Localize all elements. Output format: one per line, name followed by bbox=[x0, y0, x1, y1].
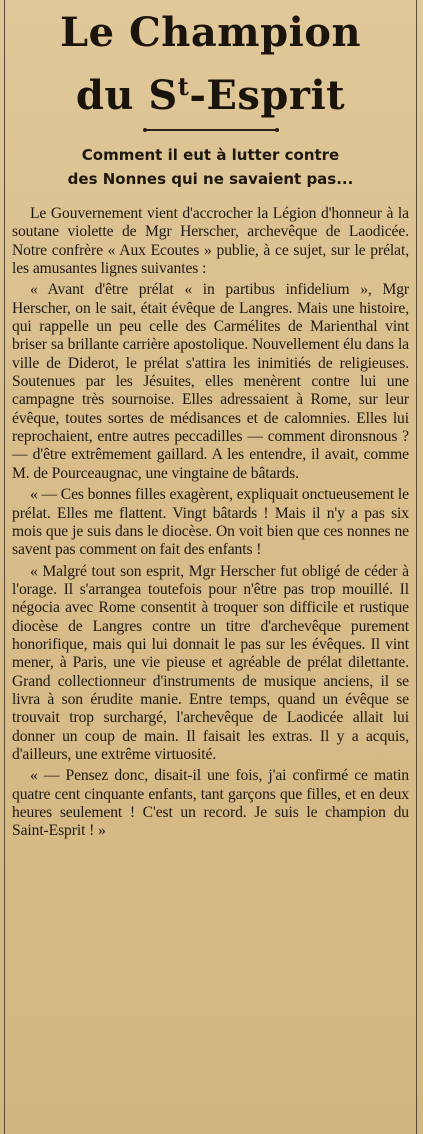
headline-line-2 bbox=[76, 72, 345, 119]
paragraph-2: « Avant d'être prélat « in partibus infidelium », Mgr Herscher, on le sait, était évêque de Langres. Mais une histoire, qui rappelle un peu celle des Carmélites de Marienthal vint briser sa brillante carrière apostolique. Nouvellement élu dans la ville de Diderot, le prélat s'attira les inimitiés de religieuses. Soutenues par les Jésuites, elles menèrent contre lui une campagne très sournoise. Elles adressaient à Rome, sur leur évêque, toutes sortes de médisances et de calomnies. Elles lui reprochaient, entre autres peccadilles — comment dironsnous ? — d'être extrêmement gaillard. A les entendre, il avait, comme M. de Pourceaugnac, une vingtaine de bâtards. bbox=[12, 281, 409, 482]
headline bbox=[12, 0, 409, 123]
headline-superscript: t bbox=[177, 72, 190, 101]
headline-line-2-end: -Esprit bbox=[189, 72, 346, 119]
article-body bbox=[12, 205, 409, 841]
headline-line-1: Le Champion bbox=[59, 9, 362, 56]
subheadline-line-1: Comment il eut à lutter contre bbox=[81, 146, 340, 164]
paragraph-4: « Malgré tout son esprit, Mgr Herscher fut obligé de céder à l'orage. Il s'arrangea toutefois pour n'être pas trop mouillé. Il négocia avec Rome consentit à troquer son difficile et rustique diocèse de Langres contre un titre d'archevêque purement honorifique, mais qui lui donnait le pas sur les évêques. Il vint mener, à Paris, une vie pieuse et agréable de prélat dilettante. Grand collectionneur d'instruments de musique anciens, il se livra à son érudite manie. Entre temps, quand un évêque se trouvait trop surchargé, l'archevêque de Laodicée allait lui donner un coup de main. Il faisait les extras. Il y a acquis, d'ailleurs, une extrême virtuosité. bbox=[12, 562, 409, 763]
column-rule-left bbox=[4, 0, 5, 1134]
paragraph-3: « — Ces bonnes filles exagèrent, expliquait onctueusement le prélat. Elles me flattent. Vingt bâtards ! Mais il n'y a pas six mois que je suis dans le diocèse. On voit bien que ces nonnes ne savent pas comment on fait des enfants ! bbox=[12, 486, 409, 559]
ornamental-divider bbox=[146, 129, 276, 131]
paragraph-5: « — Pensez donc, disait-il une fois, j'ai confirmé ce matin quatre cent cinquante enfants, tant garçons que filles, et en deux heures seulement ! C'est un record. Je suis le champion du Saint-Esprit ! » bbox=[12, 767, 409, 840]
headline-line-2-start: du S bbox=[75, 72, 178, 119]
subheadline bbox=[12, 143, 409, 191]
subheadline-line-2: des Nonnes qui ne savaient pas... bbox=[67, 170, 354, 188]
paragraph-1: Le Gouvernement vient d'accrocher la Légion d'honneur à la soutane violette de Mgr Herscher, archevêque de Laodicée. Notre confrère « Aux Ecoutes » publie, à ce sujet, sur le prélat, les amusantes lignes suivantes : bbox=[12, 205, 409, 278]
column-rule-right bbox=[416, 0, 417, 1134]
